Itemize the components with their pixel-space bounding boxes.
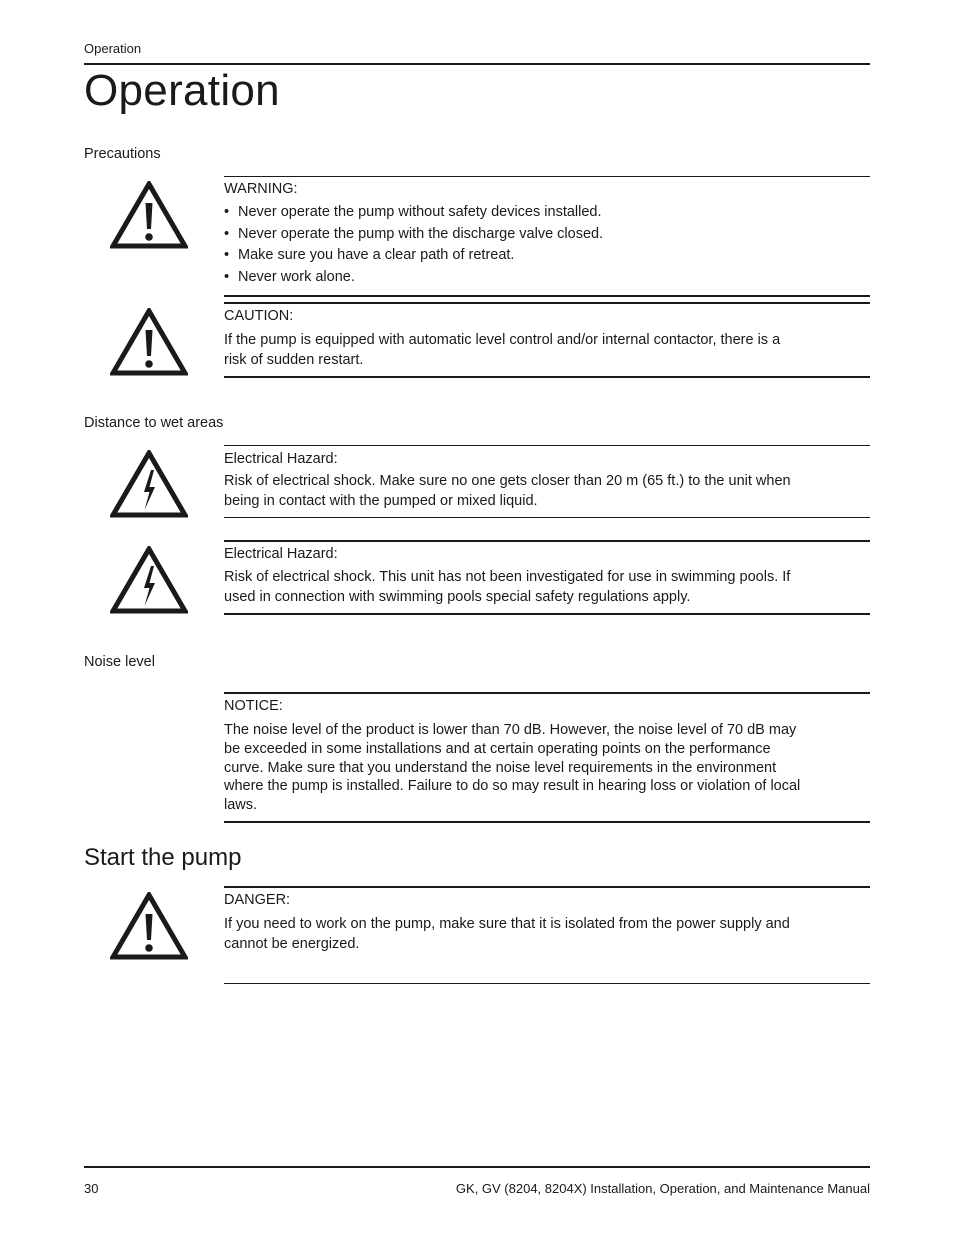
section-noise: Noise level bbox=[84, 654, 155, 670]
electrical-hazard-box-2 bbox=[224, 540, 870, 615]
text-line: The noise level of the product is lower than 70 dB. However, the noise level of 70 dB may bbox=[224, 722, 797, 738]
text-line: If you need to work on the pump, make sure that it is isolated from the power supply and bbox=[224, 916, 790, 932]
text-line: used in connection with swimming pools special safety regulations apply. bbox=[224, 588, 691, 605]
warning-triangle-icon bbox=[110, 181, 188, 249]
section-precautions: Precautions bbox=[84, 146, 161, 162]
danger-box bbox=[224, 886, 870, 984]
list-item: • Never operate the pump without safety devices installed. bbox=[224, 202, 603, 224]
section-start-pump: Start the pump bbox=[84, 844, 242, 871]
running-header: Operation bbox=[84, 41, 142, 56]
warning-box bbox=[224, 176, 870, 297]
text-line: be exceeded in some installations and at certain operating points on the performance bbox=[224, 740, 771, 757]
electrical-hazard-icon bbox=[110, 450, 188, 518]
electrical-hazard-label: Electrical Hazard: bbox=[224, 451, 338, 467]
electrical-hazard-text bbox=[224, 568, 864, 607]
caution-box bbox=[224, 302, 870, 378]
text-line: Risk of electrical shock. Make sure no one gets closer than 20 m (65 ft.) to the unit when bbox=[224, 473, 791, 489]
text-line: where the pump is installed. Failure to do so may result in hearing loss or violation of local bbox=[224, 778, 801, 795]
danger-text bbox=[224, 915, 864, 954]
page-number: 30 bbox=[84, 1181, 99, 1196]
caution-triangle-icon bbox=[110, 308, 188, 376]
caution-label: CAUTION: bbox=[224, 308, 294, 324]
electrical-hazard-label: Electrical Hazard: bbox=[224, 546, 338, 562]
list-item: • Never work alone. bbox=[224, 267, 603, 289]
page-title: Operation bbox=[84, 66, 280, 115]
list-item: • Never operate the pump with the discharge valve closed. bbox=[224, 224, 603, 246]
electrical-hazard-text bbox=[224, 472, 864, 511]
warning-label: WARNING: bbox=[224, 181, 298, 197]
text-line: cannot be energized. bbox=[224, 935, 360, 952]
section-distance: Distance to wet areas bbox=[84, 415, 224, 431]
footer-rule bbox=[84, 1166, 870, 1168]
caution-text bbox=[224, 331, 864, 370]
danger-label: DANGER: bbox=[224, 892, 291, 908]
electrical-hazard-box-1 bbox=[224, 445, 870, 518]
text-line: risk of sudden restart. bbox=[224, 351, 364, 368]
text-line: being in contact with the pumped or mixed liquid. bbox=[224, 492, 538, 509]
header-rule bbox=[84, 63, 870, 65]
electrical-hazard-icon bbox=[110, 546, 188, 614]
notice-text bbox=[224, 721, 864, 815]
danger-triangle-icon bbox=[110, 892, 188, 960]
manual-title: GK, GV (8204, 8204X) Installation, Operation, and Maintenance Manual bbox=[455, 1181, 870, 1196]
list-item: • Make sure you have a clear path of retreat. bbox=[224, 245, 603, 267]
text-line: Risk of electrical shock. This unit has not been investigated for use in swimming pools. If bbox=[224, 569, 791, 585]
text-line: curve. Make sure that you understand the noise level requirements in the environment bbox=[224, 759, 777, 776]
text-line: laws. bbox=[224, 797, 258, 814]
text-line: If the pump is equipped with automatic level control and/or internal contactor, there is a bbox=[224, 332, 781, 348]
warning-list bbox=[224, 202, 603, 289]
notice-box bbox=[224, 692, 870, 823]
notice-label: NOTICE: bbox=[224, 698, 283, 714]
